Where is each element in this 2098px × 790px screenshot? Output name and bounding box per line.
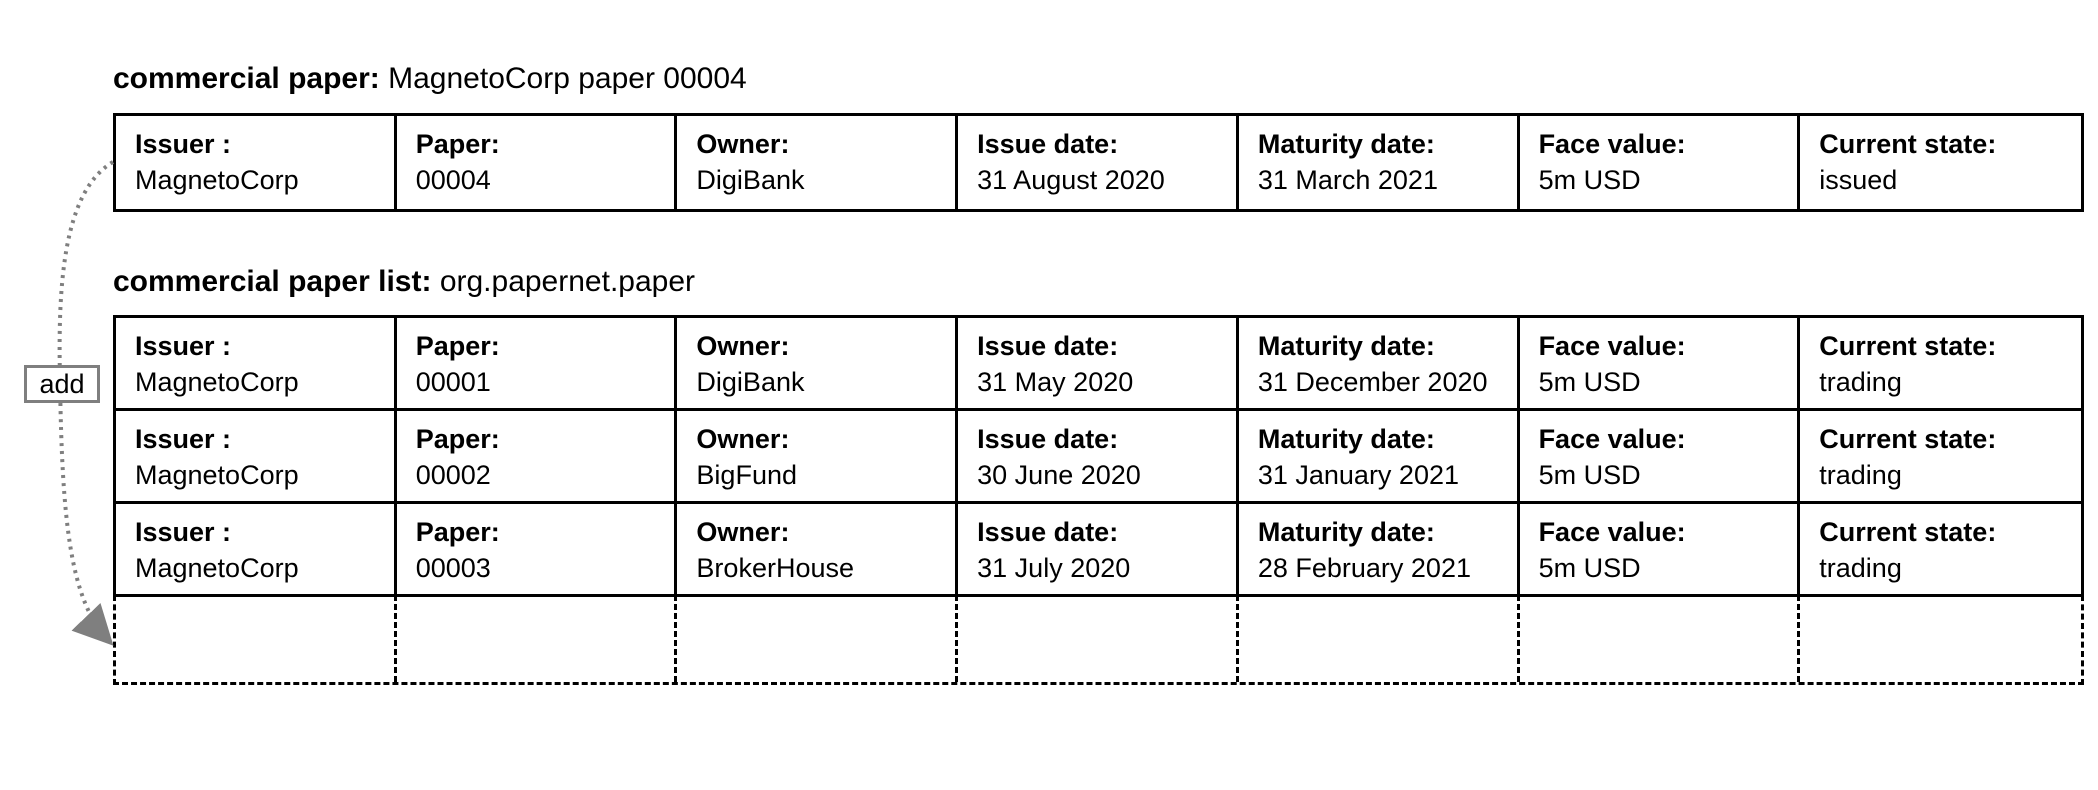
- field-key: Maturity date:: [1257, 517, 1435, 547]
- field-key: Paper:: [415, 517, 500, 547]
- field-value: 5m USD: [1538, 165, 1641, 195]
- field-key: Paper:: [415, 331, 500, 361]
- field-key: Paper:: [415, 424, 500, 454]
- field-key: Current state:: [1819, 331, 1997, 361]
- field-key: Issue date:: [977, 129, 1119, 159]
- paper-heading-value: MagnetoCorp paper 00004: [388, 62, 747, 95]
- list-heading-label: commercial paper list:: [113, 265, 432, 298]
- field-key: Face value:: [1538, 517, 1686, 547]
- field-key: Issue date:: [977, 424, 1119, 454]
- field-key: Paper:: [415, 129, 500, 159]
- field-value: BigFund: [696, 460, 797, 490]
- field-value: 5m USD: [1538, 553, 1641, 583]
- field-value: 31 January 2021: [1257, 460, 1459, 490]
- field-value: trading: [1819, 367, 1902, 397]
- field-key: Current state:: [1819, 129, 1997, 159]
- field-value: 00004: [415, 165, 491, 195]
- field-value: trading: [1819, 460, 1902, 490]
- field-value: MagnetoCorp: [135, 460, 299, 490]
- add-label-box: [24, 365, 100, 403]
- field-value: 31 December 2020: [1257, 367, 1488, 397]
- field-value: 31 July 2020: [977, 553, 1131, 583]
- field-key: Owner:: [696, 517, 790, 547]
- field-value: 5m USD: [1538, 460, 1641, 490]
- field-value: 00001: [415, 367, 491, 397]
- field-key: Maturity date:: [1257, 424, 1435, 454]
- field-value: MagnetoCorp: [135, 367, 299, 397]
- field-value: 00002: [415, 460, 491, 490]
- field-key: Issuer :: [135, 129, 232, 159]
- field-value: DigiBank: [696, 367, 805, 397]
- field-key: Face value:: [1538, 129, 1686, 159]
- add-label: add: [39, 369, 85, 399]
- list-heading-value: org.papernet.paper: [439, 265, 696, 298]
- field-key: Issuer :: [135, 517, 232, 547]
- field-key: Issuer :: [135, 424, 232, 454]
- field-key: Issue date:: [977, 331, 1119, 361]
- field-value: issued: [1819, 165, 1898, 195]
- field-value: 31 August 2020: [977, 165, 1165, 195]
- field-key: Owner:: [696, 331, 790, 361]
- field-key: Issue date:: [977, 517, 1119, 547]
- field-value: MagnetoCorp: [135, 553, 299, 583]
- field-value: DigiBank: [696, 165, 805, 195]
- field-key: Owner:: [696, 424, 790, 454]
- paper-heading-label: commercial paper:: [113, 62, 380, 95]
- field-value: trading: [1819, 553, 1902, 583]
- field-value: BrokerHouse: [696, 553, 854, 583]
- field-key: Current state:: [1819, 517, 1997, 547]
- field-value: 00003: [415, 553, 491, 583]
- field-key: Face value:: [1538, 424, 1686, 454]
- field-value: 31 May 2020: [977, 367, 1134, 397]
- field-key: Owner:: [696, 129, 790, 159]
- field-value: 30 June 2020: [977, 460, 1141, 490]
- field-value: 31 March 2021: [1257, 165, 1438, 195]
- field-key: Current state:: [1819, 424, 1997, 454]
- field-key: Maturity date:: [1257, 331, 1435, 361]
- field-value: MagnetoCorp: [135, 165, 299, 195]
- field-key: Maturity date:: [1257, 129, 1435, 159]
- field-key: Issuer :: [135, 331, 232, 361]
- field-value: 28 February 2021: [1257, 553, 1471, 583]
- field-key: Face value:: [1538, 331, 1686, 361]
- field-value: 5m USD: [1538, 367, 1641, 397]
